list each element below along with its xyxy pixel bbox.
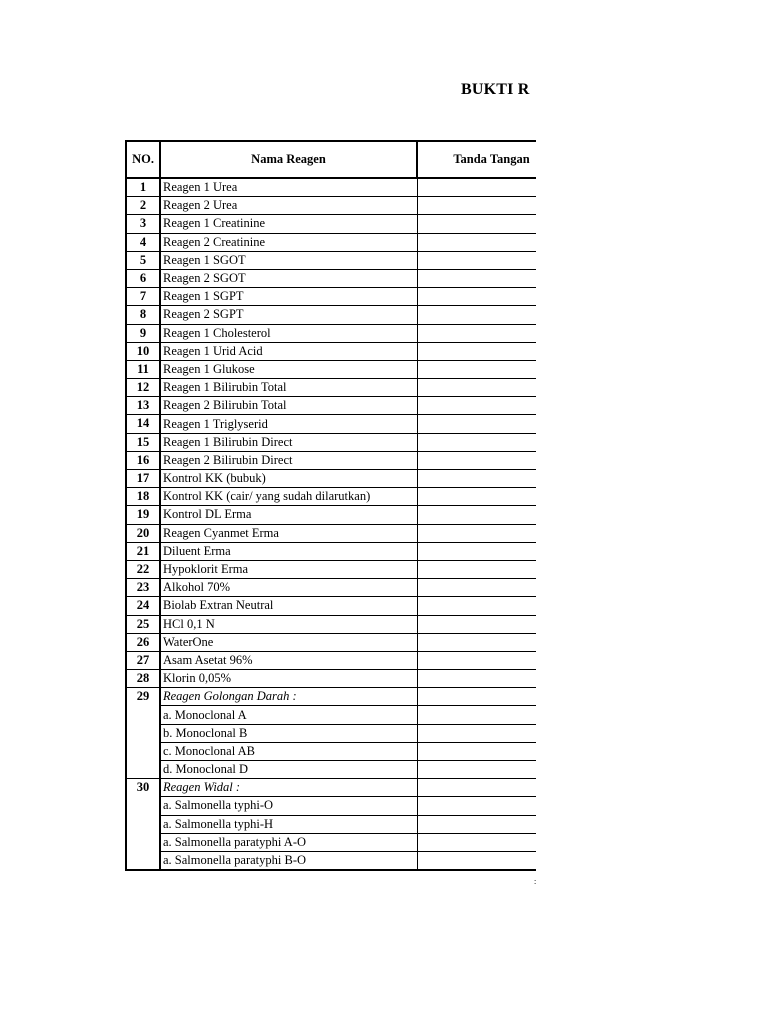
row-number: 9 <box>126 324 160 342</box>
signature-cell[interactable] <box>417 688 536 706</box>
table-row <box>126 269 536 287</box>
reagent-name: Reagen 1 Cholesterol <box>160 324 417 342</box>
row-number: 24 <box>126 597 160 615</box>
signature-cell[interactable] <box>417 724 536 742</box>
row-number: 8 <box>126 306 160 324</box>
table-row <box>126 251 536 269</box>
signature-cell[interactable] <box>417 615 536 633</box>
sub-item-name: d. Monoclonal D <box>160 761 417 779</box>
signature-cell[interactable] <box>417 433 536 451</box>
signature-cell[interactable] <box>417 451 536 469</box>
sub-item-name: a. Salmonella typhi-H <box>160 815 417 833</box>
reagent-name: Reagen 1 Creatinine <box>160 215 417 233</box>
sub-item-row <box>126 706 536 724</box>
sub-item-row <box>126 815 536 833</box>
reagent-name: Reagen 1 Urid Acid <box>160 342 417 360</box>
table-row <box>126 633 536 651</box>
row-number: 3 <box>126 215 160 233</box>
row-number: 2 <box>126 197 160 215</box>
signature-cell[interactable] <box>417 851 536 870</box>
row-number: 30 <box>126 779 160 870</box>
row-number: 21 <box>126 542 160 560</box>
table-row <box>126 342 536 360</box>
sub-item-name: c. Monoclonal AB <box>160 742 417 760</box>
row-number: 23 <box>126 579 160 597</box>
signature-cell[interactable] <box>417 288 536 306</box>
row-number: 16 <box>126 451 160 469</box>
sub-item-row <box>126 797 536 815</box>
row-number: 29 <box>126 688 160 779</box>
reagent-name: Reagen 1 SGOT <box>160 251 417 269</box>
reagent-name: WaterOne <box>160 633 417 651</box>
row-number: 18 <box>126 488 160 506</box>
reagent-name: Reagen 2 Bilirubin Direct <box>160 451 417 469</box>
row-number: 20 <box>126 524 160 542</box>
reagent-name: Asam Asetat 96% <box>160 651 417 669</box>
row-number: 4 <box>126 233 160 251</box>
table-row <box>126 324 536 342</box>
reagent-name: Reagen 2 Bilirubin Total <box>160 397 417 415</box>
reagent-name: Reagen 1 Glukose <box>160 360 417 378</box>
reagent-name: Reagen 1 SGPT <box>160 288 417 306</box>
signature-cell[interactable] <box>417 324 536 342</box>
table-row <box>126 397 536 415</box>
row-number: 28 <box>126 670 160 688</box>
reagent-name: Kontrol KK (cair/ yang sudah dilarutkan) <box>160 488 417 506</box>
group-heading: Reagen Widal : <box>160 779 417 797</box>
reagent-name: Reagen 2 Creatinine <box>160 233 417 251</box>
page-title: BUKTI R <box>461 81 530 98</box>
row-number: 13 <box>126 397 160 415</box>
signature-cell[interactable] <box>417 415 536 433</box>
signature-cell[interactable] <box>417 269 536 287</box>
row-number: 25 <box>126 615 160 633</box>
signature-cell[interactable] <box>417 197 536 215</box>
group-heading: Reagen Golongan Darah : <box>160 688 417 706</box>
stray-mark: : <box>534 877 537 886</box>
table-body <box>126 178 536 870</box>
table-row <box>126 488 536 506</box>
table-row <box>126 560 536 578</box>
table-row <box>126 379 536 397</box>
signature-cell[interactable] <box>417 633 536 651</box>
reagent-name: Diluent Erma <box>160 542 417 560</box>
header-name: Nama Reagen <box>160 141 417 178</box>
signature-cell[interactable] <box>417 761 536 779</box>
signature-cell[interactable] <box>417 597 536 615</box>
table-row <box>126 615 536 633</box>
signature-cell[interactable] <box>417 360 536 378</box>
row-number: 5 <box>126 251 160 269</box>
row-number: 17 <box>126 470 160 488</box>
table-row <box>126 433 536 451</box>
group-row <box>126 688 536 706</box>
table-row <box>126 215 536 233</box>
reagent-name: Reagen 2 SGOT <box>160 269 417 287</box>
table-row <box>126 360 536 378</box>
row-number: 10 <box>126 342 160 360</box>
table-row <box>126 524 536 542</box>
signature-cell[interactable] <box>417 579 536 597</box>
table-row <box>126 306 536 324</box>
signature-cell[interactable] <box>417 742 536 760</box>
row-number: 15 <box>126 433 160 451</box>
sub-item-name: b. Monoclonal B <box>160 724 417 742</box>
table-row <box>126 178 536 197</box>
header-no: NO. <box>126 141 160 178</box>
signature-cell[interactable] <box>417 797 536 815</box>
signature-cell[interactable] <box>417 524 536 542</box>
signature-cell[interactable] <box>417 651 536 669</box>
row-number: 12 <box>126 379 160 397</box>
signature-cell[interactable] <box>417 706 536 724</box>
reagent-name: Kontrol KK (bubuk) <box>160 470 417 488</box>
reagent-name: HCl 0,1 N <box>160 615 417 633</box>
sub-item-row <box>126 761 536 779</box>
reagent-name: Hypoklorit Erma <box>160 560 417 578</box>
reagent-name: Reagen 1 Urea <box>160 178 417 197</box>
sub-item-name: a. Salmonella paratyphi B-O <box>160 851 417 870</box>
sub-item-row <box>126 724 536 742</box>
row-number: 26 <box>126 633 160 651</box>
table-row <box>126 506 536 524</box>
table-row <box>126 597 536 615</box>
signature-cell[interactable] <box>417 560 536 578</box>
row-number: 1 <box>126 178 160 197</box>
reagent-name: Alkohol 70% <box>160 579 417 597</box>
sub-item-name: a. Monoclonal A <box>160 706 417 724</box>
signature-cell[interactable] <box>417 815 536 833</box>
reagent-name: Reagen Cyanmet Erma <box>160 524 417 542</box>
row-number: 27 <box>126 651 160 669</box>
signature-cell[interactable] <box>417 178 536 197</box>
table-row <box>126 579 536 597</box>
table-row <box>126 542 536 560</box>
signature-cell[interactable] <box>417 215 536 233</box>
reagent-name: Klorin 0,05% <box>160 670 417 688</box>
sub-item-name: a. Salmonella typhi-O <box>160 797 417 815</box>
reagent-name: Reagen 1 Triglyserid <box>160 415 417 433</box>
row-number: 19 <box>126 506 160 524</box>
group-row <box>126 779 536 797</box>
reagent-table <box>125 140 536 871</box>
sub-item-row <box>126 742 536 760</box>
table-row <box>126 288 536 306</box>
reagent-name: Reagen 1 Bilirubin Total <box>160 379 417 397</box>
signature-cell[interactable] <box>417 342 536 360</box>
table-row <box>126 651 536 669</box>
sub-item-row <box>126 851 536 870</box>
table-header-row <box>126 141 536 178</box>
signature-cell[interactable] <box>417 833 536 851</box>
header-sign: Tanda Tangan <box>417 141 536 178</box>
signature-cell[interactable] <box>417 251 536 269</box>
signature-cell[interactable] <box>417 542 536 560</box>
table-row <box>126 470 536 488</box>
signature-cell[interactable] <box>417 506 536 524</box>
signature-cell[interactable] <box>417 379 536 397</box>
table-row <box>126 415 536 433</box>
signature-cell[interactable] <box>417 779 536 797</box>
table-row <box>126 451 536 469</box>
row-number: 7 <box>126 288 160 306</box>
signature-cell[interactable] <box>417 470 536 488</box>
reagent-name: Reagen 2 SGPT <box>160 306 417 324</box>
reagent-name: Reagen 2 Urea <box>160 197 417 215</box>
row-number: 22 <box>126 560 160 578</box>
row-number: 6 <box>126 269 160 287</box>
signature-cell[interactable] <box>417 670 536 688</box>
table-viewport <box>125 140 536 874</box>
reagent-name: Kontrol DL Erma <box>160 506 417 524</box>
sub-item-row <box>126 833 536 851</box>
row-number: 14 <box>126 415 160 433</box>
signature-cell[interactable] <box>417 397 536 415</box>
signature-cell[interactable] <box>417 233 536 251</box>
table-row <box>126 670 536 688</box>
signature-cell[interactable] <box>417 306 536 324</box>
reagent-name: Reagen 1 Bilirubin Direct <box>160 433 417 451</box>
row-number: 11 <box>126 360 160 378</box>
reagent-name: Biolab Extran Neutral <box>160 597 417 615</box>
table-row <box>126 233 536 251</box>
sub-item-name: a. Salmonella paratyphi A-O <box>160 833 417 851</box>
signature-cell[interactable] <box>417 488 536 506</box>
table-row <box>126 197 536 215</box>
